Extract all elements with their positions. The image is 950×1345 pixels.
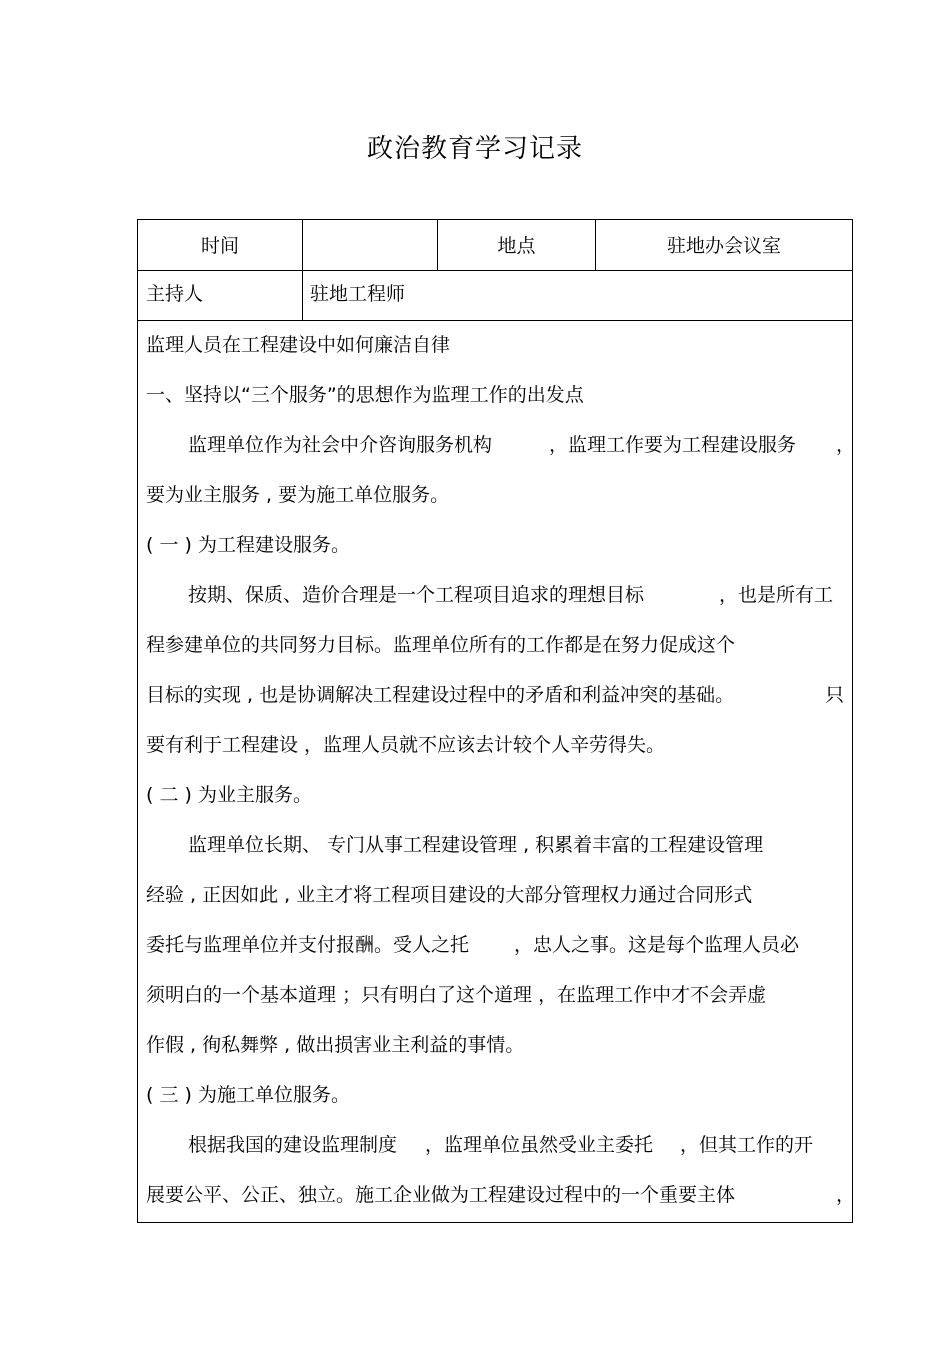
row-divider (138, 320, 852, 321)
paragraph-line: ，但其工作的开 (680, 1134, 814, 1156)
page-title: 政治教育学习记录 (366, 134, 583, 164)
content-heading: 监理人员在工程建设中如何廉洁自律 (146, 334, 451, 356)
host-value: 驻地工程师 (310, 283, 406, 305)
record-table (137, 219, 856, 1223)
row-divider (138, 270, 852, 271)
paragraph-line: 经验 , 正因如此 , 业主才将工程项目建设的大部分管理权力通过合同形式 (146, 884, 753, 906)
paragraph-line: 要有利于工程建设 ，监理人员就不应该去计较个人辛劳得失。 (146, 734, 666, 756)
section-heading: 一、坚持以“三个服务”的思想作为监理工作的出发点 (146, 384, 584, 406)
paragraph-line: 要为业主服务 , 要为施工单位服务。 (146, 484, 450, 506)
subsection-heading: ( 三 ) 为施工单位服务。 (146, 1084, 350, 1106)
paragraph-line: 目标的实现 , 也是协调解决工程建设过程中的矛盾和利益冲突的基础。 (146, 684, 735, 706)
paragraph-line: 须明白的一个基本道理 ；只有明白了这个道理 ，在监理工作中才不会弄虚 (146, 984, 767, 1006)
subsection-heading: ( 二 ) 为业主服务。 (146, 784, 312, 806)
paragraph-line: ，也是所有工 (719, 584, 834, 606)
paragraph-line: ，忠人之事。这是每个监理人员必 (514, 934, 800, 956)
place-label: 地点 (497, 235, 536, 257)
paragraph-line: 监理单位作为社会中介咨询服务机构 (188, 434, 493, 456)
paragraph-line: 根据我国的建设监理制度 (188, 1134, 398, 1156)
paragraph-line: 作假 , 徇私舞弊 , 做出损害业主利益的事情。 (146, 1034, 525, 1056)
paragraph-line: 监理单位长期、 专门从事工程建设管理 , 积累着丰富的工程建设管理 (188, 834, 764, 856)
paragraph-line: 展要公平、公正、独立。施工企业做为工程建设过程中的一个重要主体 (146, 1184, 736, 1206)
subsection-heading: ( 一 ) 为工程建设服务。 (146, 534, 350, 556)
paragraph-line: ，监理工作要为工程建设服务 (549, 434, 797, 456)
time-label: 时间 (200, 235, 239, 257)
paragraph-line: 只 (825, 684, 845, 706)
paragraph-line: 按期、保质、造价合理是一个工程项目追求的理想目标 (188, 584, 645, 606)
paragraph-line: 委托与监理单位并支付报酬。受人之托 (146, 934, 470, 956)
paragraph-line: ， (836, 1184, 856, 1206)
paragraph-line: 程参建单位的共同努力目标。监理单位所有的工作都是在努力促成这个 (146, 634, 736, 656)
paragraph-line: ， (836, 434, 856, 456)
paragraph-line: ，监理单位虽然受业主委托 (425, 1134, 654, 1156)
place-value: 驻地办会议室 (666, 235, 781, 257)
col-divider (302, 220, 303, 320)
host-label: 主持人 (146, 283, 204, 305)
